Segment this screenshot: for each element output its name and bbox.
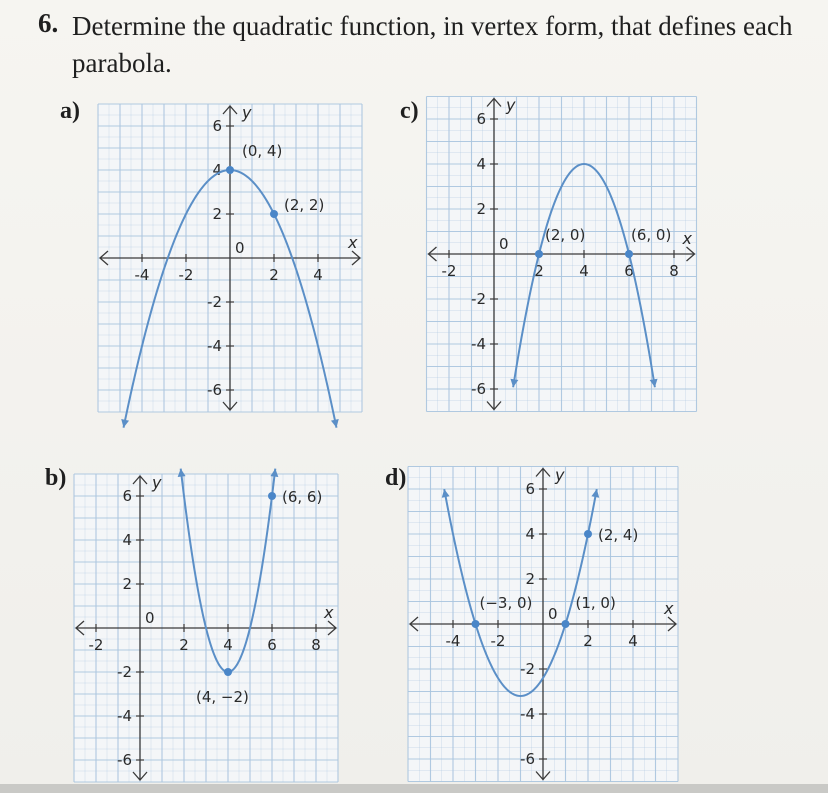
- point-label: (6, 0): [631, 226, 672, 244]
- y-tick-label: -2: [471, 290, 486, 308]
- y-tick-label: -6: [471, 380, 486, 398]
- y-tick-label: 6: [122, 487, 132, 505]
- y-tick-label: -4: [117, 707, 132, 725]
- y-tick-label: 4: [212, 161, 222, 179]
- x-tick-label: -2: [441, 262, 457, 280]
- x-tick-label: 4: [313, 266, 323, 284]
- x-tick-label: -2: [178, 266, 194, 284]
- part-label-a: a): [60, 98, 80, 124]
- page-edge-strip: [0, 784, 828, 793]
- part-label-d: d): [385, 465, 407, 491]
- x-tick-label: 6: [267, 636, 277, 654]
- x-tick-label: -4: [445, 632, 461, 650]
- x-tick-label: 4: [579, 262, 589, 280]
- y-axis-letter: y: [555, 465, 565, 485]
- origin-label: 0: [499, 235, 509, 253]
- x-tick-label: -4: [134, 266, 150, 284]
- y-tick-label: 6: [476, 110, 486, 128]
- x-tick-label: 2: [269, 266, 279, 284]
- point-label: (2, 2): [284, 196, 325, 214]
- y-tick-label: 4: [525, 525, 535, 543]
- point-label: (1, 0): [575, 594, 616, 612]
- x-tick-label: -2: [490, 632, 506, 650]
- y-axis-letter: y: [506, 95, 516, 115]
- part-label-b: b): [45, 465, 67, 491]
- y-tick-label: -2: [520, 660, 535, 678]
- curve-point: [472, 620, 480, 628]
- y-tick-label: 6: [525, 480, 535, 498]
- y-axis-letter: y: [152, 473, 162, 492]
- y-tick-label: 4: [122, 531, 132, 549]
- curve-point: [562, 620, 570, 628]
- origin-label: 0: [548, 605, 558, 623]
- x-tick-label: 2: [179, 636, 189, 654]
- x-tick-label: 2: [534, 262, 544, 280]
- y-tick-label: 2: [122, 575, 132, 593]
- y-tick-label: -6: [520, 750, 535, 768]
- y-tick-label: 2: [212, 205, 222, 223]
- x-axis-letter: x: [348, 233, 358, 252]
- x-axis-letter: x: [664, 599, 674, 618]
- question-text: Determine the quadratic function, in vertex form, that defines each parabola.: [72, 11, 793, 78]
- y-tick-label: -2: [117, 663, 132, 681]
- question-number: 6.: [38, 8, 59, 38]
- y-tick-label: 6: [212, 117, 222, 135]
- point-label: (0, 4): [242, 142, 283, 160]
- x-axis-letter: x: [682, 229, 692, 248]
- x-tick-label: -2: [88, 636, 104, 654]
- origin-label: 0: [235, 239, 245, 257]
- y-tick-label: -4: [471, 335, 486, 353]
- curve-point: [584, 530, 592, 538]
- y-tick-label: 2: [525, 570, 535, 588]
- x-axis-letter: x: [324, 603, 334, 622]
- part-label-c: c): [400, 98, 419, 124]
- point-label: (2, 4): [598, 526, 639, 544]
- y-tick-label: -2: [207, 293, 222, 311]
- y-tick-label: 2: [476, 200, 486, 218]
- y-tick-label: -4: [520, 705, 535, 723]
- y-tick-label: -6: [207, 381, 222, 399]
- x-tick-label: 4: [628, 632, 638, 650]
- x-tick-label: 2: [583, 632, 593, 650]
- y-axis-letter: y: [242, 103, 252, 122]
- x-tick-label: 6: [624, 262, 634, 280]
- x-tick-label: 4: [223, 636, 233, 654]
- point-label: (2, 0): [545, 226, 586, 244]
- point-label: (4, −2): [196, 688, 249, 706]
- origin-label: 0: [145, 609, 155, 627]
- x-tick-label: 8: [311, 636, 321, 654]
- x-tick-label: 8: [669, 262, 679, 280]
- y-tick-label: 4: [476, 155, 486, 173]
- y-tick-label: -6: [117, 751, 132, 769]
- point-label: (−3, 0): [479, 594, 533, 612]
- y-tick-label: -4: [207, 337, 222, 355]
- point-label: (6, 6): [282, 488, 323, 506]
